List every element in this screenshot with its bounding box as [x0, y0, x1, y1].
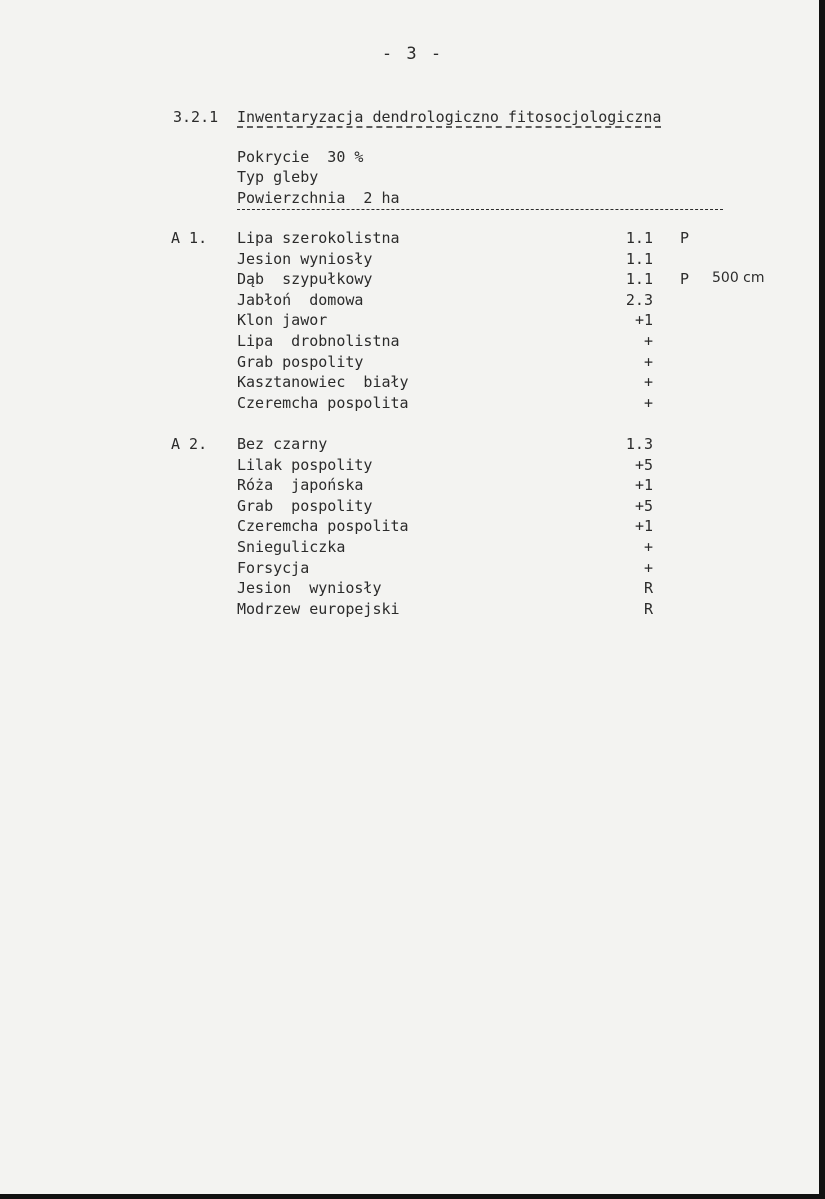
- species-name: Forsycja: [237, 558, 310, 577]
- note-mark: P: [680, 270, 690, 289]
- note-size: 500 cm: [712, 270, 765, 287]
- species-name: Grab pospolity: [237, 352, 364, 371]
- species-name: Lilak pospolity: [237, 455, 373, 474]
- species-name: Klon jawor: [237, 311, 328, 330]
- species-name: Jesion wyniosły: [237, 249, 373, 268]
- note-mark: P: [680, 229, 690, 247]
- species-row: [0, 270, 825, 290]
- group-label-a1: A 1.: [171, 229, 208, 247]
- cover-value: R: [643, 599, 653, 618]
- species-row: [0, 291, 825, 311]
- scan-edge-bottom: [0, 1194, 825, 1199]
- species-name: Lipa szerokolistna: [237, 229, 400, 247]
- species-name: Grab pospolity: [237, 496, 373, 515]
- species-name: Czeremcha pospolita: [237, 517, 409, 536]
- area-line: Powierzchnia 2 ha: [237, 189, 400, 207]
- species-name: Róża japońska: [237, 476, 364, 495]
- species-row: [0, 332, 825, 352]
- species-name: Dąb szypułkowy: [237, 270, 373, 289]
- species-name: Czeremcha pospolita: [237, 393, 409, 412]
- species-name: Lipa drobnolistna: [237, 332, 400, 350]
- species-row: [0, 476, 825, 496]
- species-name: Snieguliczka: [237, 538, 346, 556]
- cover-value: +: [643, 538, 653, 556]
- species-name: Modrzew europejski: [237, 599, 400, 618]
- species-row: [0, 497, 825, 517]
- cover-value: +1: [634, 311, 653, 330]
- cover-value: +: [643, 332, 653, 350]
- species-name: Kasztanowiec biały: [237, 373, 409, 392]
- species-row: [0, 579, 825, 599]
- cover-value: 1.3: [625, 435, 653, 453]
- species-row: [0, 373, 825, 393]
- cover-value: 1.1: [625, 249, 653, 268]
- species-row: [0, 517, 825, 537]
- page-number: - 3 -: [381, 44, 444, 64]
- cover-value: +1: [634, 517, 653, 536]
- species-row: [0, 311, 825, 331]
- species-row: [0, 229, 825, 249]
- section-number: 3.2.1: [173, 108, 219, 126]
- cover-line: Pokrycie 30 %: [237, 148, 364, 166]
- cover-value: +: [643, 373, 653, 392]
- cover-value: 1.1: [625, 270, 653, 289]
- cover-value: R: [643, 579, 653, 598]
- species-row: [0, 435, 825, 455]
- species-row: [0, 250, 825, 270]
- soil-line: Typ gleby: [237, 168, 319, 186]
- cover-value: +1: [634, 476, 653, 495]
- cover-value: +: [643, 558, 653, 577]
- cover-value: +5: [634, 455, 653, 474]
- species-row: [0, 353, 825, 373]
- cover-value: +5: [634, 496, 653, 515]
- species-row: [0, 456, 825, 476]
- cover-value: +: [643, 393, 653, 412]
- species-name: Jabłoń domowa: [237, 290, 364, 309]
- species-row: [0, 538, 825, 558]
- species-row: [0, 600, 825, 620]
- species-row: [0, 394, 825, 414]
- cover-value: +: [643, 352, 653, 371]
- divider-rule: [237, 209, 723, 210]
- species-row: [0, 559, 825, 579]
- section-title: Inwentaryzacja dendrologiczno fitosocjologiczna: [237, 108, 662, 126]
- species-name: Bez czarny: [237, 435, 328, 453]
- cover-value: 2.3: [625, 290, 653, 309]
- cover-value: 1.1: [625, 229, 653, 247]
- species-name: Jesion wyniosły: [237, 579, 382, 598]
- group-label-a2: A 2.: [171, 435, 208, 453]
